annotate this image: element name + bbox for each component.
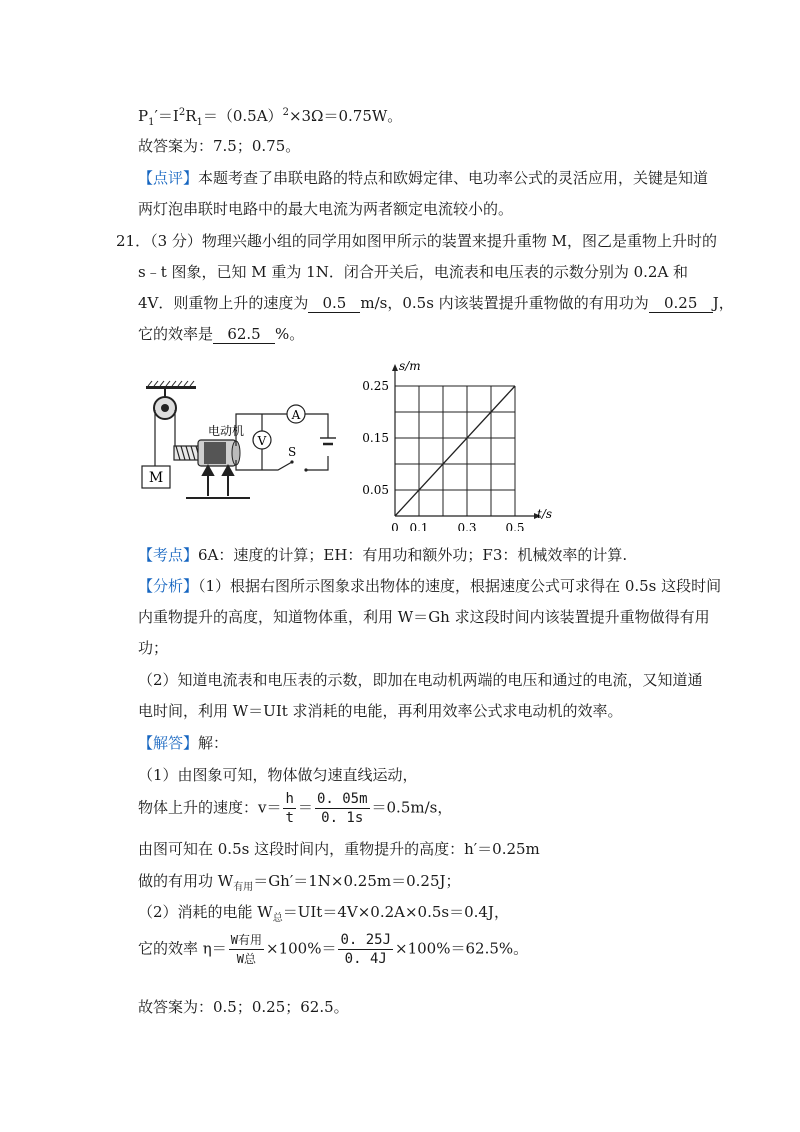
solution-speed-line [138,790,452,827]
fraction-denominator: W总 [236,952,256,966]
y-tick-label: 0.25 [362,379,389,393]
jieda-tag: 【解答】 [138,734,199,752]
formula-sub: 1 [148,117,155,128]
solution-efficiency-line [138,931,528,968]
x-axis-label: t/s [537,507,553,521]
solution-text: ＝Gh′＝1N×0.25m＝0.25J； [253,872,461,890]
solution-text: （2）消耗的电能 W [138,903,273,921]
series-line [395,386,515,516]
solution-text: ＝ [297,798,313,817]
review-line-2: 两灯泡串联时电路中的最大电流为两者额定电流较小的。 [138,200,514,218]
solution-text: ×100%＝ [266,939,337,958]
fenxi-line-2: 内重物提升的高度，知道物体重，利用 W＝Gh 求这段时间内该装置提升重物做得有用 [138,608,710,626]
fraction-h-over-t [283,790,295,827]
review-text: 本题考查了串联电路的特点和欧姆定律、电功率公式的灵活应用，关键是知道 [198,169,709,187]
fenxi-tag: 【分析】 [138,577,199,595]
solution-energy-line [138,902,509,929]
question-text: 4V．则重物上升的速度为 [138,294,309,312]
question-text: 它的效率是 [138,325,214,343]
solution-text: 它的效率 η＝ [138,939,227,958]
fraction-numerator: h [285,791,294,807]
x-tick-label: 0.3 [457,521,477,531]
solution-sub: 有用 [233,882,254,893]
solution-text: 做的有用功 W [138,872,234,890]
fraction-w-ratio [229,931,264,968]
solution-line-1: （1）由图象可知，物体做匀速直线运动， [138,766,418,784]
weight-label: M [148,470,164,486]
solution-text: ＝0.5m/s， [371,798,453,817]
kaodian-tag: 【考点】 [138,546,199,564]
motor-label: 电动机 [208,424,245,438]
chart-series [395,386,515,516]
fenxi-line-1 [138,576,721,596]
switch-label: S [288,445,297,459]
y-tick-label: 0.05 [362,483,389,497]
fenxi-line-4: （2）知道电流表和电压表的示数，即加在电动机两端的电压和通过的电流，又知道通 [138,671,703,689]
s-t-chart [355,356,565,531]
question-line-2: s﹣t 图象，已知 M 重为 1N．闭合开关后，电流表和电压表的示数分别为 0.2A 和 [138,263,689,281]
solution-sub: 总 [272,913,283,924]
solution-useful-work-line [138,871,461,898]
formula-sub: 1 [196,117,203,128]
apparatus-diagram [138,380,358,505]
question-number: 21． [116,232,151,250]
fraction-denominator: t [285,810,294,826]
voltmeter-label: V [257,434,267,448]
shaft-icon [174,446,200,460]
answer-blank-speed: 0.5 [308,295,360,313]
fenxi-text: （1）根据右图所示图象求出物体的速度，根据速度公式可求得在 0.5s 这段时间 [198,577,722,595]
fraction-denominator: 0. 1s [321,810,364,826]
question-line-1 [116,231,717,251]
formula-sup: 2 [282,107,289,118]
switch-icon [290,460,293,463]
fraction-numerator: W有用 [229,931,264,950]
jieda-text: 解： [198,734,229,752]
question-line-4 [138,324,304,344]
solution-text: ×100%＝62.5%。 [395,939,529,958]
answer-blank-efficiency: 62.5 [213,326,275,344]
x-tick-label: 0 [391,521,399,531]
review-line-1 [138,168,708,188]
fenxi-line-3: 功； [138,639,169,657]
formula-text: P [138,107,149,125]
review-tag: 【点评】 [138,169,199,187]
question-text: %。 [275,325,305,343]
y-axis-label: s/m [399,359,421,373]
final-answer: 故答案为：0.5；0.25；62.5。 [138,998,349,1016]
kaodian-line [138,545,627,565]
fenxi-line-5: 电时间，利用 W＝UIt 求消耗的电能，再利用效率公式求电动机的效率。 [138,702,623,720]
fraction-numerator: 0. 05m [316,791,368,807]
formula-text: ＝（0.5A） [202,107,283,125]
formula-sup: 2 [178,107,186,118]
solution-height-line: 由图可知在 0.5s 这段时间内，重物提升的高度：h′＝0.25m [138,840,540,858]
fraction-denominator: 0. 4J [344,951,387,967]
fraction-j-ratio [338,931,393,968]
y-tick-label: 0.15 [362,431,389,445]
formula-line [138,103,402,133]
jieda-line [138,733,228,753]
question-text: J， [712,294,734,312]
solution-text: ＝UIt＝4V×0.2A×0.5s＝0.4J， [282,903,509,921]
previous-answer: 故答案为：7.5；0.75。 [138,137,301,155]
x-tick-label: 0.1 [409,521,429,531]
y-axis-arrow [392,364,398,371]
kaodian-text: 6A：速度的计算；EH：有用功和额外功；F3：机械效率的计算. [198,546,628,564]
question-text: （3 分）物理兴趣小组的同学用如图甲所示的装置来提升重物 M，图乙是重物上升时的 [150,232,718,250]
fraction-numerator: 0. 25J [340,932,392,948]
formula-text: ′＝I [154,107,179,125]
formula-text: R [185,107,197,125]
fraction-value [315,790,370,827]
question-text: m/s，0.5s 内该装置提升重物做的有用功为 [360,294,649,312]
formula-text: ×3Ω＝0.75W。 [288,107,403,125]
ammeter-label: A [291,408,301,422]
question-line-3 [138,293,734,313]
x-tick-label: 0.5 [505,521,525,531]
solution-text: 物体上升的速度：v＝ [138,798,282,817]
answer-blank-work: 0.25 [649,295,713,313]
